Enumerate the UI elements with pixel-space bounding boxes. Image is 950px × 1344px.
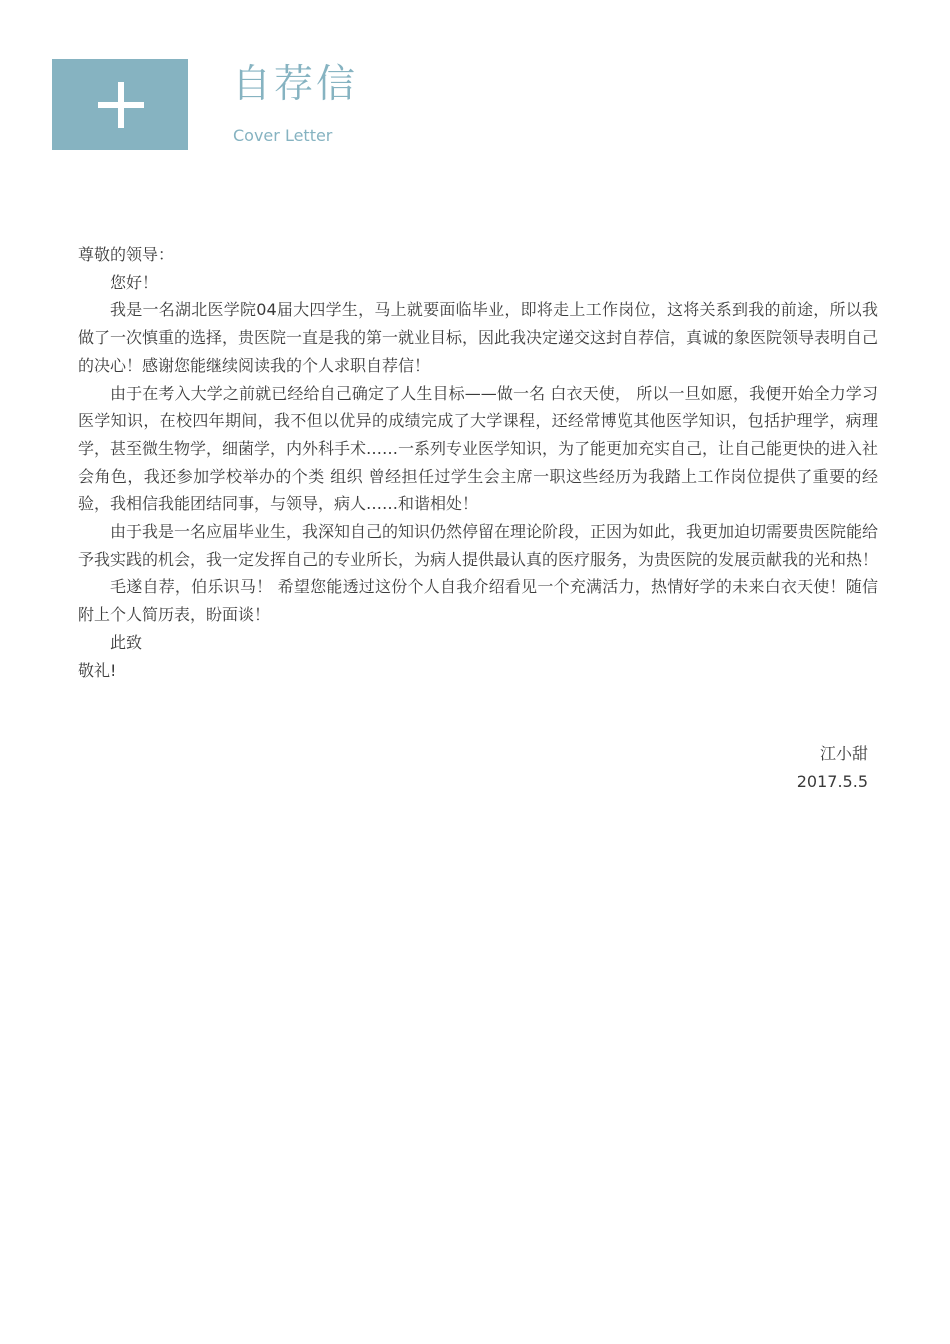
letter-paragraph: 由于我是一名应届毕业生，我深知自己的知识仍然停留在理论阶段，正因为如此，我更加迫切需要贵医院能给予我实践的机会，我一定发挥自己的专业所长，为病人提供最认真的医疗服务，为贵医院的发展贡献我的光和热！ [78, 522, 879, 569]
letter-date: 2017.5.5 [796, 771, 868, 791]
signer-name: 江小甜 [819, 744, 868, 763]
header-logo-block [52, 59, 188, 150]
letter-paragraph: 我是一名湖北医学院04届大四学生，马上就要面临毕业，即将走上工作岗位，这将关系到我的前途，所以我做了一次慎重的选择，贵医院一直是我的第一就业目标，因此我决定递交这封自荐信，真诚的象医院领导表明自己的决心！感谢您能继续阅读我的个人求职自荐信！ [78, 300, 879, 375]
page-title: 自荐信 [232, 62, 359, 107]
letter-body [78, 241, 878, 684]
letter-regards: 敬礼! [78, 660, 117, 680]
letter-greeting: 您好！ [110, 272, 159, 292]
plus-icon [52, 59, 188, 150]
page-subtitle: Cover Letter [233, 126, 333, 145]
letter-paragraph: 毛遂自荐，伯乐识马！ 希望您能透过这份个人自我介绍看见一个充满活力，热情好学的未来白衣天使！随信附上个人简历表，盼面谈！ [78, 577, 878, 625]
letter-salutation: 尊敬的领导： [78, 245, 175, 264]
letter-closing: 此致 [110, 632, 143, 652]
letter-paragraph: 由于在考入大学之前就已经给自己确定了人生目标——做一名 白衣天使， 所以一旦如愿，我便开始全力学习医学知识，在校四年期间，我不但以优异的成绩完成了大学课程，还经常博览其他医学知识，包括护理学，病理学，甚至微生物学，细菌学，内外科手术……一系列专业医学知识，为了能更加充实自己，让自己能更快的进入社会角色，我还参加学校举办的个类 组织 曾经担任过学生会主席一职这些经历为我踏上工作岗位提供了重要的经验，我相信我能团结同事，与领导，病人……和谐相处！ [78, 383, 879, 514]
signature-block [797, 740, 868, 795]
